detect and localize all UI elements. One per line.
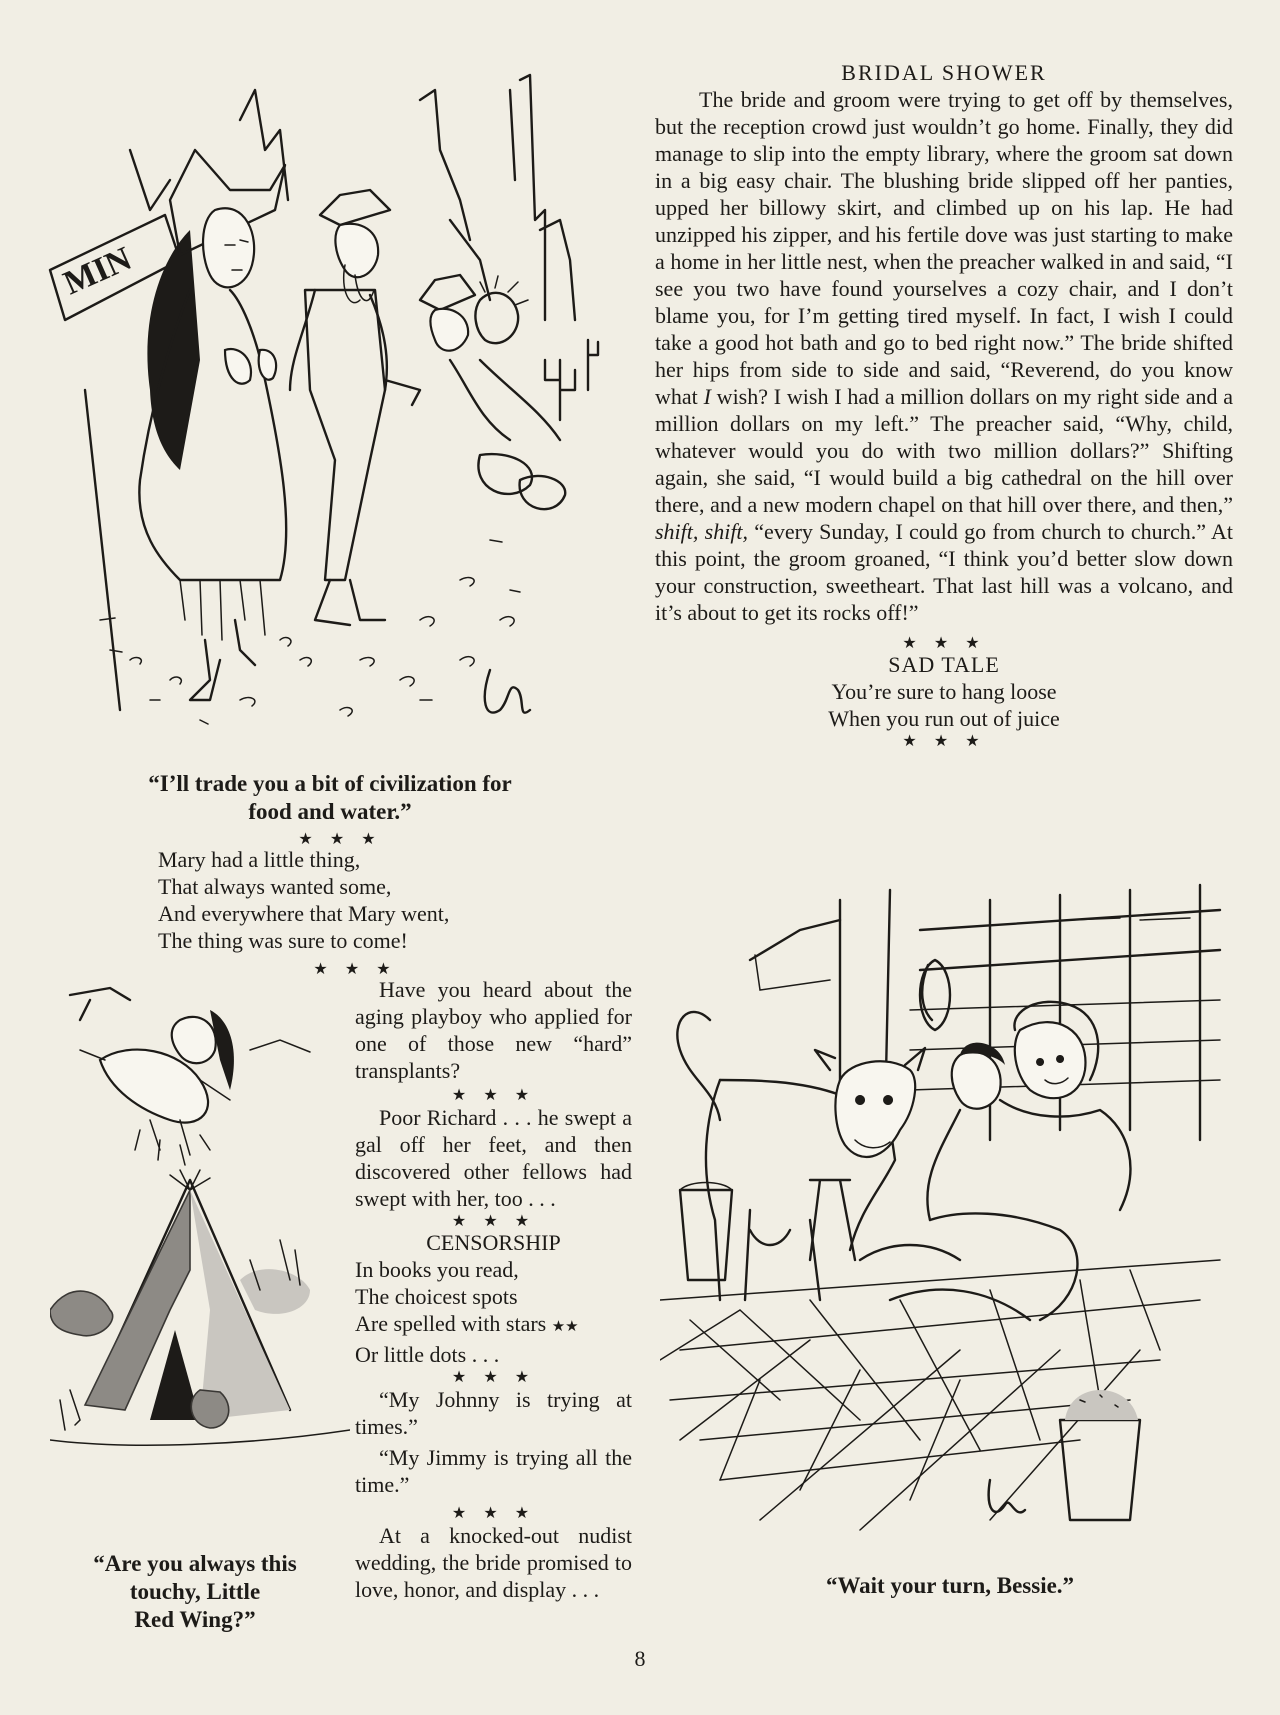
teepee-caption-line2: touchy, Little [129,1579,261,1604]
bridal-shower-title: BRIDAL SHOWER [841,60,1047,85]
nudist-joke: At a knocked-out nudist wedding, the bride promised to love, honor, and display . . . [355,1523,632,1602]
censorship-line3 [355,1310,632,1341]
stars-separator: ★ ★ ★ [451,1367,536,1386]
page-number: 8 [634,1646,646,1671]
bridal-body-part3: “every Sunday, I could go from church to church.” At this point, the groom groaned, “I think you’d better slow down your construction, sweetheart. That last hill was a volcano, and it’s about to get its rocks off!” [655,519,1233,625]
stars-separator: ★ ★ ★ [451,1503,536,1522]
censorship-line4: Or little dots . . . [355,1342,500,1367]
prospector-caption [100,770,560,826]
johnny-joke: “My Johnny is trying at times.” [355,1387,632,1439]
bridal-italic-i: I [703,384,711,409]
jimmy-joke: “My Jimmy is trying all the time.” [355,1445,632,1497]
barn-caption: “Wait your turn, Bessie.” [825,1573,1075,1598]
playboy-joke: Have you heard about the aging playboy who applied for one of those new “hard” transplants? [355,977,632,1083]
stars-separator: ★ ★ ★ [451,1085,536,1104]
double-stars: ★★ [551,1319,579,1335]
stars-separator: ★ ★ ★ [902,731,986,750]
prospector-caption-line1: “I’ll trade you a bit of civilization for [148,771,512,796]
stars-separator: ★ ★ ★ [902,633,986,652]
teepee-caption [70,1550,320,1634]
censorship-line3-text: Are spelled with stars [355,1311,547,1336]
teepee-caption-line3: Red Wing?” [134,1607,256,1632]
jokes-column [355,976,632,1603]
barn-cartoon-drawing [660,880,1230,1570]
prospector-cartoon [40,60,600,770]
mine-sign-text: MIN [58,240,138,303]
richard-joke: Poor Richard . . . he swept a gal off her feet, and then discovered other fellows had swept with her, too . . . [355,1105,632,1211]
stars-separator: ★ ★ ★ [313,959,397,978]
teepee-cartoon [50,980,350,1580]
censorship-title: CENSORSHIP [426,1230,561,1255]
bridal-italic-shift: shift, shift, [655,519,749,544]
sad-tale-line1: You’re sure to hang loose [831,679,1057,704]
stars-separator: ★ ★ ★ [298,829,382,848]
bridal-body-part1: The bride and groom were trying to get off by themselves, but the reception crowd just wouldn’t go home. Finally, they did manage to slip into the empty library, where the groom sat down in a big easy chair. The blushing bride slipped off her panties, upped her billowy skirt, and climbed up on his lap. He had unzipped his zipper, and his fertile dove was just starting to make a home in her little nest, when the preacher walked in and said, “I see you two have found yourselves a cozy chair, and I don’t blame you, for I’m getting tired myself. In fact, I wish I could take a good hot bath and go to bed right now.” The bride shifted her hips from side to side and said, “Reverend, do you know what [655,87,1233,409]
bridal-shower-story [655,60,1233,750]
bridal-body-part2: wish? I wish I had a million dollars on my right side and a million dollars on my left.” The preacher said, “Why, child, whatever would you do with two million dollars?” Shifting again, she said, “I would build a big cathedral on the hill over there, and a new modern chapel on that hill over there, and then,” [655,384,1234,517]
censorship-line2: The choicest spots [355,1284,518,1309]
prospector-caption-line2: food and water.” [248,799,412,824]
sad-tale-line2: When you run out of juice [828,706,1060,731]
bridal-shower-body [655,86,1233,626]
teepee-cartoon-drawing [50,980,350,1580]
censorship-line1: In books you read, [355,1257,519,1282]
teepee-caption-line1: “Are you always this [93,1551,297,1576]
stars-separator: ★ ★ ★ [451,1211,536,1230]
sad-tale-title: SAD TALE [888,652,1000,677]
barn-cartoon [660,880,1230,1570]
prospector-cartoon-drawing [40,60,600,770]
mary-poem: Mary had a little thing, That always wanted some, And everywhere that Mary went, The thing was sure to come! [158,847,450,953]
